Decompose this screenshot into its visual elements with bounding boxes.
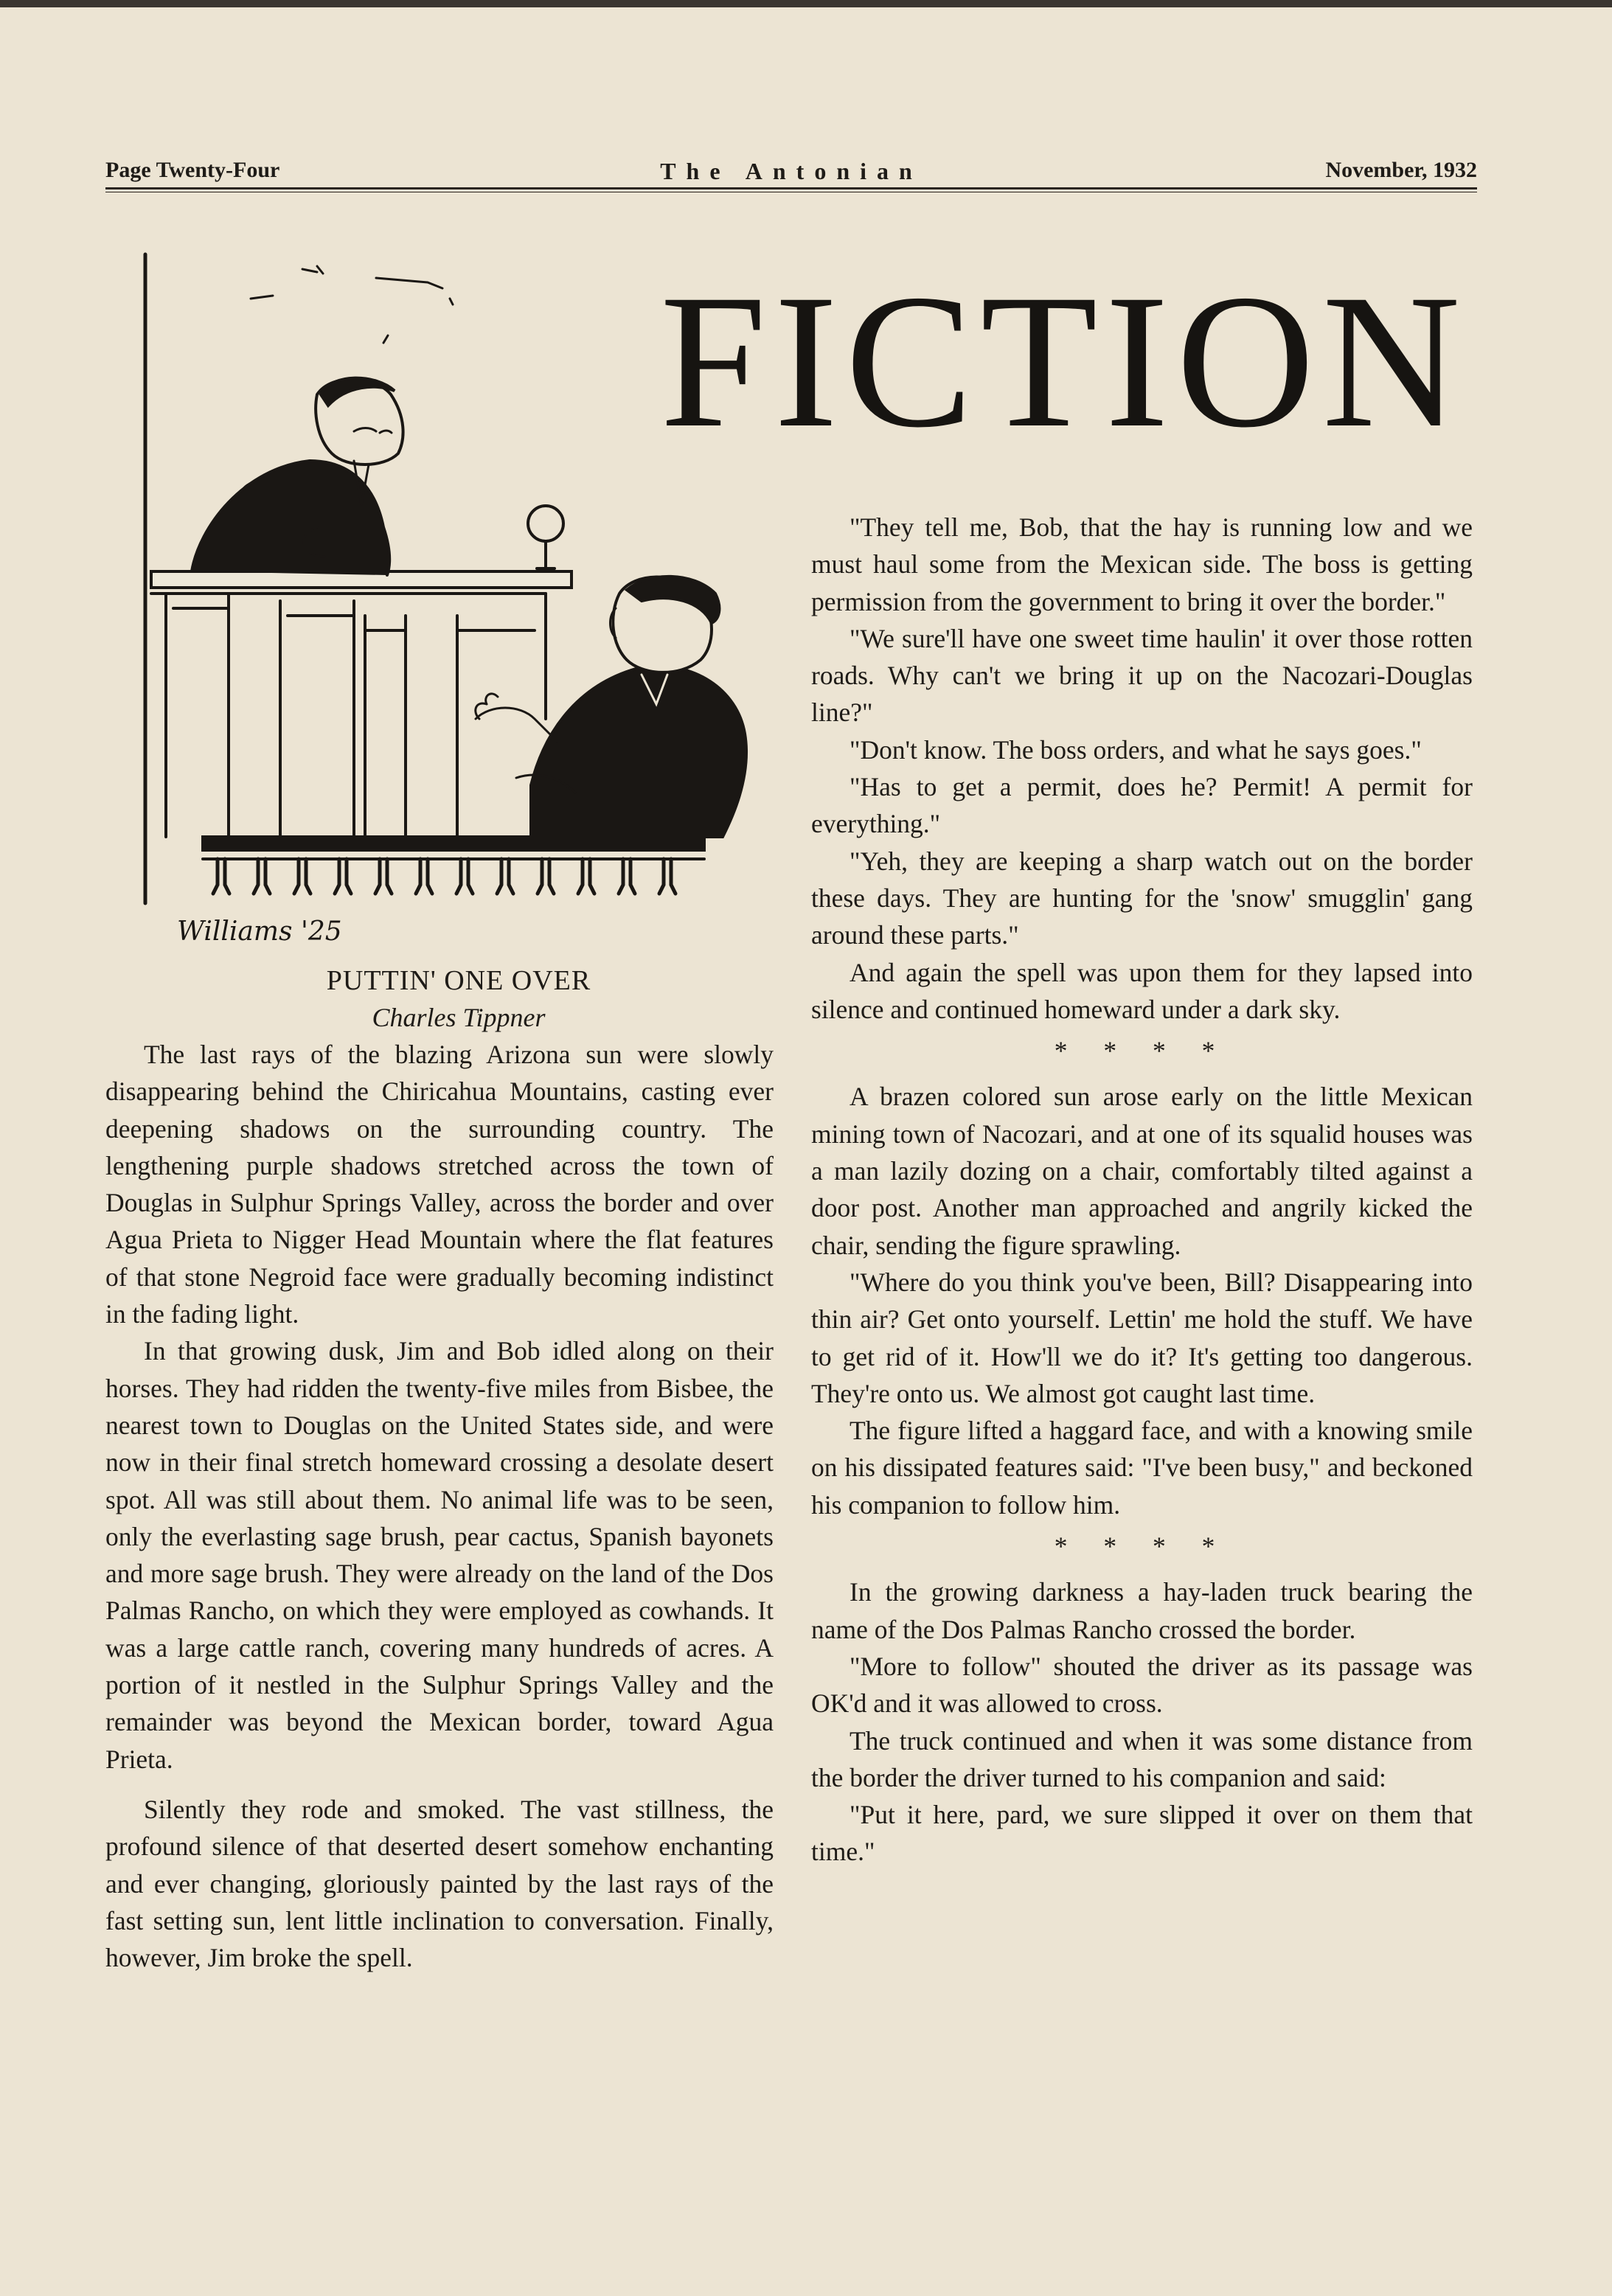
paragraph: "Put it here, pard, we sure slipped it over on them that time." [811,1800,1473,1867]
header-rule [105,187,1477,189]
paragraph: In that growing dusk, Jim and Bob idled along on their horses. They had ridden the twenty-five miles from Bisbee, the nearest town to Douglas on the United States side, and were now in their final stretch homeward crossing a desolate desert spot. All was still about them. No animal life was to be seen, only the everlasting sage brush, pear cactus, Spanish bayonets and more sage brush. They were already on the land of the Dos Palmas Rancho, on which they were employed as cowhands. It was a large cattle ranch, covering many hundreds of acres. A portion of it nestled in the Sulphur Springs Valley and the remainder was beyond the Mexican border, toward Agua Prieta. [105,1336,774,1774]
section-separator: * * * * [1054,1531,1230,1562]
paragraph: The figure lifted a haggard face, and with a knowing smile on his dissipated features said: "I've been busy," and beckoned his companion to follow him. [811,1416,1473,1520]
paragraph: Silently they rode and smoked. The vast stillness, the profound silence of that deserted desert somehow enchanting and ever changing, gloriously painted by the last rays of the fast setting sun, lent little inclination to conversation. Finally, however, Jim broke the spell. [105,1794,774,1973]
paragraph: "Has to get a permit, does he? Permit! A permit for everything." [811,772,1473,839]
paragraph: A brazen colored sun arose early on the little Mexican mining town of Nacozari, and at one of its squalid houses was a man lazily dozing on a chair, comfortably tilted against a door post. Another man approached and angrily kicked the chair, sending the figure sprawling. [811,1082,1473,1260]
courtroom-illustration [133,247,782,955]
paragraph: "They tell me, Bob, that the hay is running low and we must haul some from the Mexican side. The boss is getting permission from the government to bring it over the border." [811,512,1473,616]
story-author: Charles Tippner [372,1003,546,1032]
paragraph: The last rays of the blazing Arizona sun were slowly disappearing behind the Chiricahua Mountains, casting ever deepening shadows on the surrounding country. The lengthening purple shadows stretched across the town of Douglas in Sulphur Springs Valley, across the border and over Agua Prieta to Nigger Head Mountain where the flat features of that stone Negroid face were gradually becoming indistinct in the fading light. [105,1040,774,1329]
paragraph: "Don't know. The boss orders, and what he says goes." [850,734,1422,765]
section-separator: * * * * [1054,1036,1230,1066]
section-title: FICTION [660,255,1468,467]
story-right-column [811,509,1473,1871]
paragraph: In the growing darkness a hay-laden truck bearing the name of the Dos Palmas Rancho crossed the border. [811,1577,1473,1644]
issue-date: November, 1932 [1325,158,1477,182]
scan-top-edge [0,0,1612,7]
story-left-column [105,962,774,1976]
page-number: Page Twenty-Four [105,158,280,182]
illustration-signature: Williams '25 [177,916,342,947]
publication-title: The Antonian [660,158,923,184]
paragraph: "We sure'll have one sweet time haulin' it over those rotten roads. Why can't we bring it up on the Nacozari-Douglas line?" [811,623,1473,728]
paragraph: "Yeh, they are keeping a sharp watch out on the border these days. They are hunting for the 'snow' smugglin' gang around these parts." [811,846,1473,950]
running-header [105,158,1477,187]
paragraph: "More to follow" shouted the driver as its passage was OK'd and it was allowed to cross. [811,1651,1473,1719]
paragraph: And again the spell was upon them for they lapsed into silence and continued homeward under a dark sky. [811,957,1473,1024]
story-title: PUTTIN' ONE OVER [326,965,591,996]
paragraph: The truck continued and when it was some distance from the border the driver turned to his companion and said: [811,1725,1473,1792]
paragraph: "Where do you think you've been, Bill? Disappearing into thin air? Get onto yourself. Lettin' me hold the stuff. We have to get rid of it. How'll we do it? It's getting too dangerous. They're onto us. We almost got caught last time. [811,1267,1473,1408]
